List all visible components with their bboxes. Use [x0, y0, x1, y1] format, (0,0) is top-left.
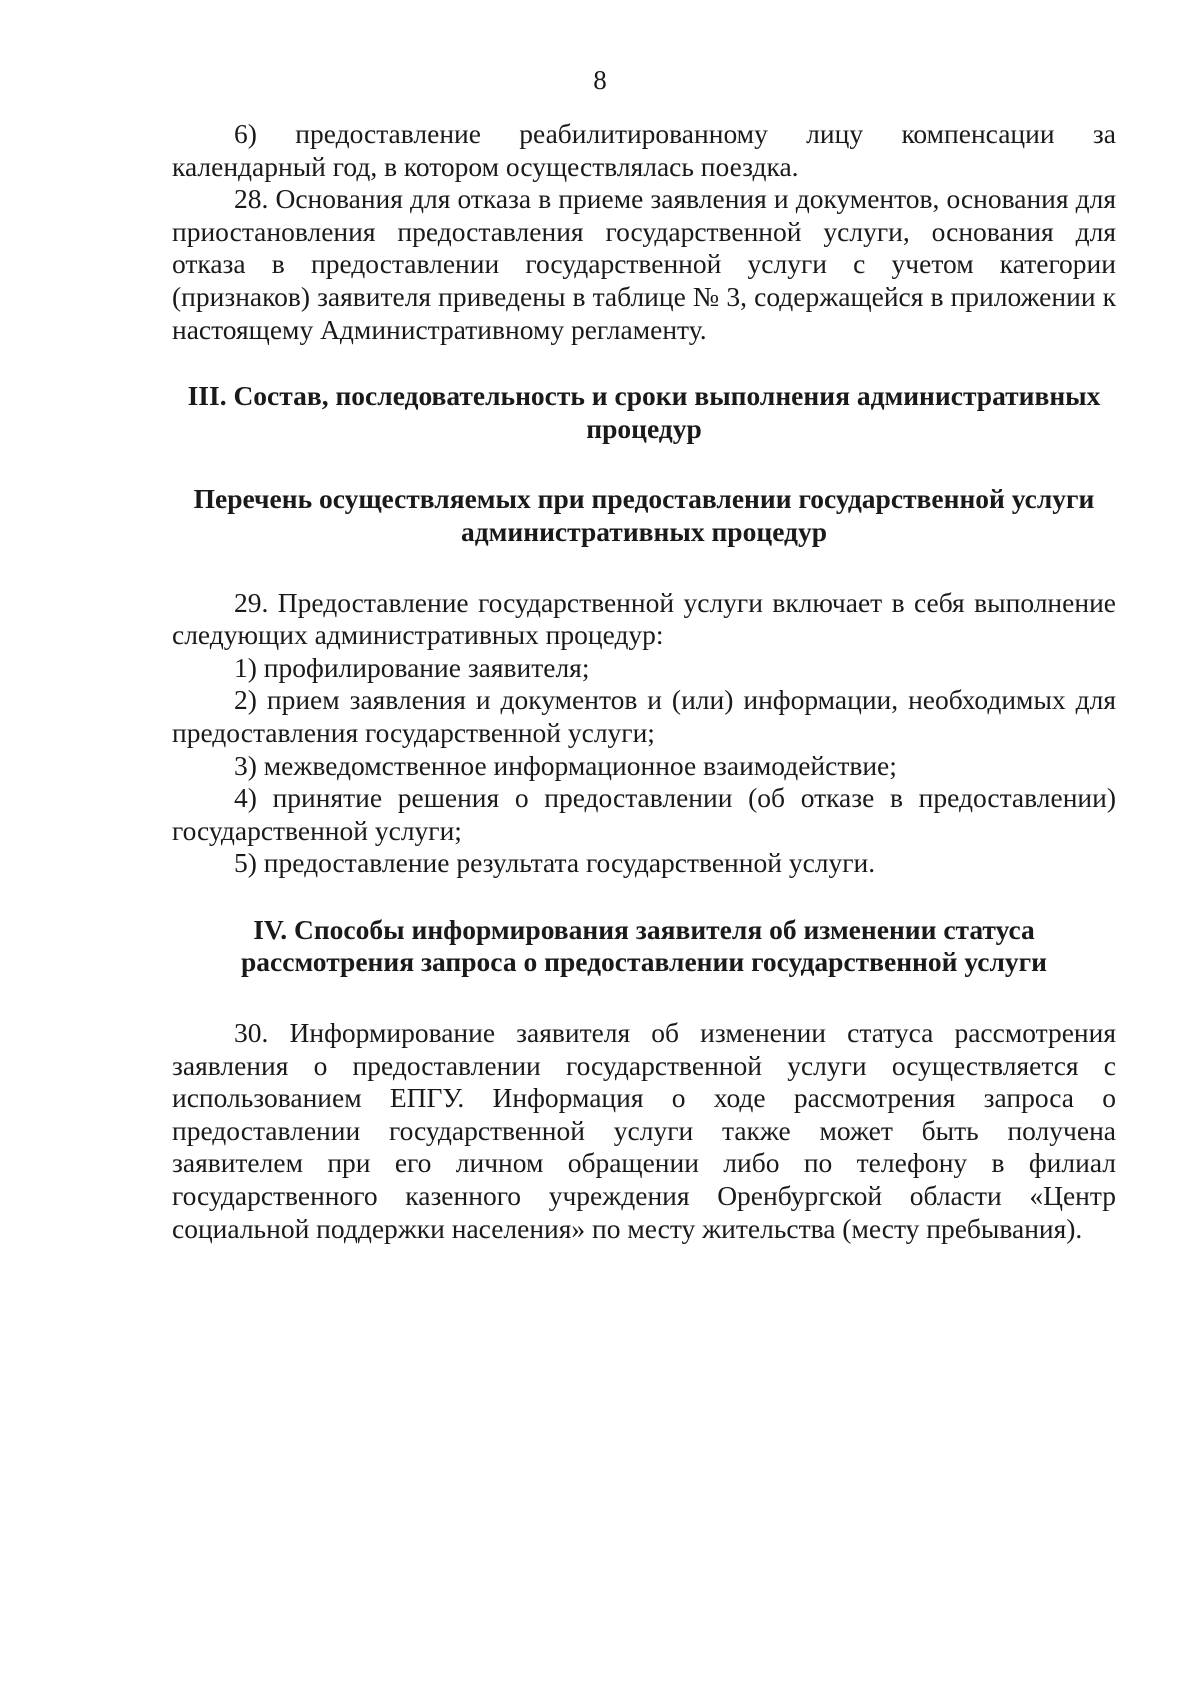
list-item: 4) принятие решения о предоставлении (об отказе в предоставлении) государственной услуги;: [172, 782, 1116, 846]
section-3-heading-line-2: процедур: [586, 412, 702, 444]
section-3-heading-line-1: III. Состав, последовательность и сроки выполнения административных: [187, 380, 1101, 412]
subsection-heading-line-2: административных процедур: [461, 515, 827, 547]
section-3-heading: [172, 380, 1116, 445]
list-item: 3) межведомственное информационное взаимодействие;: [234, 749, 897, 781]
section-4-heading-line-2: рассмотрения запроса о предоставлении государственной услуги: [240, 946, 1047, 978]
clause-30: [172, 1017, 1116, 1245]
document-body: [172, 118, 1116, 1245]
clause-29: [172, 587, 1116, 880]
subsection-heading: [172, 483, 1116, 548]
paragraph-28: 28. Основания для отказа в приеме заявления и документов, основания для приостановления предоставления государственной услуги, основания для отказа в предоставлении государственной услуги с учетом категории (признаков) заявителя приведены в таблице № 3, содержащейся в приложении к настоящему Административному регламенту.: [172, 183, 1116, 345]
page-number: 8: [593, 65, 607, 95]
list-item: 5) предоставление результата государственной услуги.: [234, 847, 876, 879]
section-4-heading-line-1: IV. Способы информирования заявителя об изменении статуса: [253, 913, 1035, 945]
section-4-heading: [172, 914, 1116, 979]
list-item: 2) прием заявления и документов и (или) информации, необходимых для предоставления государственной услуги;: [172, 684, 1116, 748]
list-item: 1) профилирование заявителя;: [234, 651, 590, 683]
paragraph-item-6: 6) предоставление реабилитированному лицу компенсации за календарный год, в котором осуществлялась поездка.: [172, 118, 1116, 182]
clause-29-intro: 29. Предоставление государственной услуги включает в себя выполнение следующих административных процедур:: [172, 586, 1116, 651]
clause-30-text: 30. Информирование заявителя об изменении статуса рассмотрения заявления о предоставлении государственной услуги осуществляется с использованием ЕПГУ. Информация о ходе рассмотрения запроса о предоставлении государственной услуги также может быть получена заявителем при его личном обращении либо по телефону в филиал государственного казенного учреждения Оренбургской области «Центр социальной поддержки населения» по месту жительства (месту пребывания).: [172, 1017, 1116, 1244]
subsection-heading-line-1: Перечень осуществляемых при предоставлении государственной услуги: [193, 483, 1095, 515]
